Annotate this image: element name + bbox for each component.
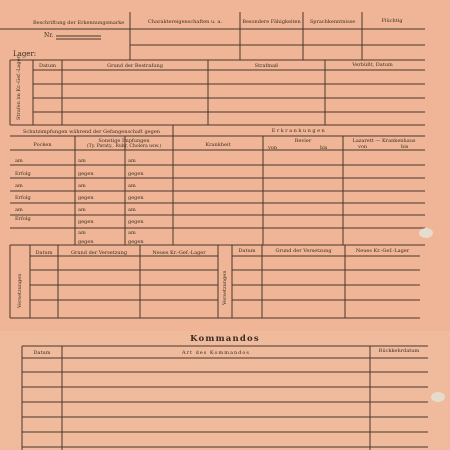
hospital-header: Lazarett — Krankenhaus xyxy=(352,138,416,144)
other-vaccinations-header: Sonstige Impfungen xyxy=(98,138,150,144)
transfer-reason-header: Grund der Versetzung xyxy=(70,250,128,256)
transfer-camp-header: Neues Kr.-Gef.-Lager xyxy=(355,248,410,254)
vacc-cell: am xyxy=(78,158,86,164)
vacc-row-label: Erfolg xyxy=(15,171,31,177)
vacc-row-label: Erfolg xyxy=(15,216,31,222)
vacc-cell: gegen xyxy=(78,195,94,201)
character-traits-label: Charaktereigenschaften u. a. xyxy=(148,19,222,25)
vacc-cell: am xyxy=(78,207,86,213)
vacc-cell: am xyxy=(128,158,136,164)
return-date-header: Rückkehrdatum xyxy=(378,348,420,354)
vacc-row-label: Erfolg xyxy=(15,195,31,201)
vacc-cell: gegen xyxy=(128,239,144,245)
hospital-from: von xyxy=(358,144,368,150)
sickbay-header: Revier xyxy=(294,138,312,144)
sickbay-to: bis xyxy=(320,145,328,151)
other-vaccinations-subheader: (Ty. Paraty., Ruhr, Cholera usw.) xyxy=(86,144,162,149)
kommando-date-header: Datum xyxy=(33,350,51,356)
vacc-cell: gegen xyxy=(128,195,144,201)
transfers-side-label-left: Versetzungen xyxy=(17,273,23,308)
pocken-header: Pocken xyxy=(33,142,52,148)
special-abilities-label: Besondere Fähigkeiten xyxy=(242,19,301,25)
vacc-cell: gegen xyxy=(78,239,94,245)
hospital-to: bis xyxy=(401,144,409,150)
punishments-side-label: Strafen im Kr.-Gef.-Lager xyxy=(16,56,22,120)
vacc-cell: am xyxy=(128,230,136,236)
punishment-measure-header: Strafmaß xyxy=(254,63,279,69)
vacc-cell: am xyxy=(128,207,136,213)
vacc-cell: gegen xyxy=(128,219,144,225)
languages-label: Sprachkenntnisse xyxy=(309,19,356,25)
vacc-row-label: am xyxy=(15,207,23,213)
disease-header: Krankheit xyxy=(205,142,231,148)
vacc-row-label: am xyxy=(15,183,23,189)
lower-card xyxy=(0,331,450,450)
punishment-reason-header: Grund der Bestrafung xyxy=(107,63,163,69)
vaccination-heading: Schutzimpfungen während der Gefangenschaft gegen xyxy=(22,129,161,135)
punishment-served-header: Verbüßt, Datum xyxy=(352,62,393,68)
punishment-date-header: Datum xyxy=(39,63,56,69)
number-label: Nr. xyxy=(44,32,54,39)
vacc-cell: gegen xyxy=(128,171,144,177)
vacc-cell: gegen xyxy=(78,171,94,177)
transfer-camp-header: Neues Kr.-Gef.-Lager xyxy=(152,250,206,256)
kommando-type-header: Art des Kommandos xyxy=(182,350,250,356)
vacc-cell: am xyxy=(78,183,86,189)
vacc-row-label: am xyxy=(15,158,23,164)
vacc-cell: gegen xyxy=(78,219,94,225)
kommandos-title: Kommandos xyxy=(190,334,260,344)
transfers-side-label-right: Versetzungen xyxy=(222,270,228,305)
escaped-label: Flüchtig xyxy=(381,18,403,24)
camp-label: Lager: xyxy=(13,50,37,58)
transfer-reason-header: Grund der Versetzung xyxy=(275,248,332,254)
vacc-cell: am xyxy=(78,230,86,236)
punch-hole xyxy=(419,228,433,238)
illness-heading: Erkrankungen xyxy=(271,128,327,134)
identity-tag-label: Beschriftung der Erkennungsmarke xyxy=(33,20,125,26)
sickbay-from: von xyxy=(268,145,278,151)
transfer-date-header: Datum xyxy=(35,250,53,256)
punch-hole xyxy=(431,392,445,402)
transfer-date-header: Datum xyxy=(238,248,256,254)
vacc-cell: am xyxy=(128,183,136,189)
